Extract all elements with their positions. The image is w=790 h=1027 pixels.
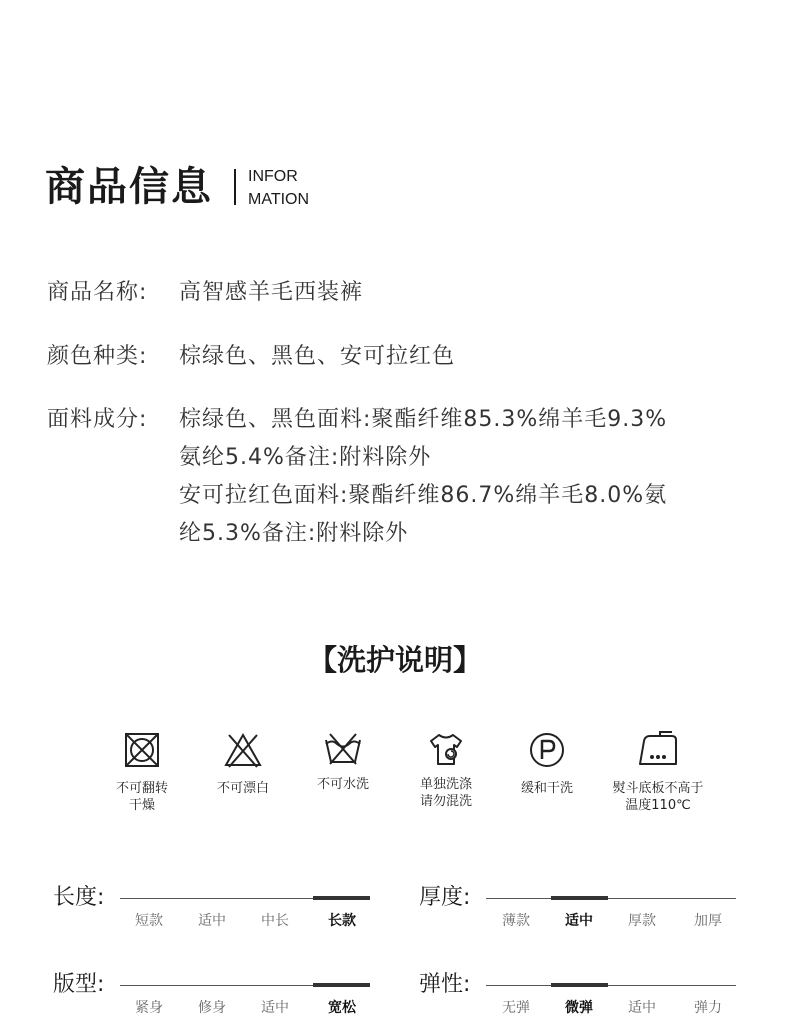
product-name-value: 高智感羊毛西装裤 [179, 280, 364, 305]
thickness-label: 厚度: [419, 885, 471, 910]
length-selected-mark [313, 896, 370, 900]
no-bleach-icon [223, 730, 263, 770]
thickness-scale-line [486, 898, 736, 899]
elasticity-option: 无弹 [502, 1000, 530, 1016]
title-english-line-2: MATION [248, 191, 310, 208]
fit-option: 适中 [261, 1000, 289, 1016]
thickness-selected-mark [551, 896, 608, 900]
care-label: 不可漂白 [216, 781, 269, 796]
wash-separately-icon [426, 730, 466, 770]
care-item [391, 730, 501, 810]
care-item [188, 730, 298, 797]
length-option: 短款 [135, 913, 163, 929]
color-label: 颜色种类: [47, 344, 148, 369]
fit-selected-mark [313, 983, 370, 987]
title-divider [234, 169, 236, 205]
fit-option-selected: 宽松 [328, 1000, 356, 1016]
no-wash-icon [323, 730, 363, 768]
length-option-selected: 长款 [328, 913, 356, 929]
care-title: 【洗护说明】 [307, 643, 482, 677]
page-title: 商品信息 [45, 164, 213, 210]
care-item [492, 730, 602, 797]
thickness-option: 加厚 [694, 913, 722, 929]
care-item [87, 730, 197, 814]
care-label: 熨斗底板不高于 温度110℃ [612, 781, 704, 813]
elasticity-selected-mark [551, 983, 608, 987]
elasticity-option: 弹力 [694, 1000, 722, 1016]
elasticity-label: 弹性: [419, 972, 471, 997]
dry-clean-p-icon [527, 730, 567, 770]
length-option: 适中 [198, 913, 226, 929]
elasticity-scale-line [486, 985, 736, 986]
length-label: 长度: [53, 885, 105, 910]
fabric-line: 氨纶5.4%备注:附料除外 [179, 445, 432, 470]
color-value: 棕绿色、黑色、安可拉红色 [179, 344, 456, 369]
fit-option: 紧身 [135, 1000, 163, 1016]
care-label: 不可水洗 [316, 777, 369, 792]
title-english [248, 165, 309, 211]
length-option: 中长 [261, 913, 289, 929]
thickness-option-selected: 适中 [565, 913, 593, 929]
care-label: 不可翻转 干燥 [115, 781, 168, 813]
care-label: 单独洗涤 请勿混洗 [419, 777, 472, 809]
fit-label: 版型: [53, 972, 105, 997]
thickness-option: 厚款 [628, 913, 656, 929]
elasticity-option: 适中 [628, 1000, 656, 1016]
care-label: 缓和干洗 [520, 781, 573, 796]
product-name-label: 商品名称: [47, 280, 148, 305]
care-item [603, 730, 713, 814]
elasticity-option-selected: 微弹 [565, 1000, 593, 1016]
title-english-line-1: INFOR [248, 168, 298, 185]
no-tumble-dry-icon [122, 730, 162, 770]
fabric-line: 棕绿色、黑色面料:聚酯纤维85.3%绵羊毛9.3% [179, 407, 668, 432]
iron-icon [636, 730, 680, 770]
fabric-line: 纶5.3%备注:附料除外 [179, 521, 409, 546]
fit-option: 修身 [198, 1000, 226, 1016]
thickness-option: 薄款 [502, 913, 530, 929]
fabric-line: 安可拉红色面料:聚酯纤维86.7%绵羊毛8.0%氨 [179, 483, 668, 508]
fabric-label: 面料成分: [47, 407, 148, 432]
care-item [288, 730, 398, 793]
